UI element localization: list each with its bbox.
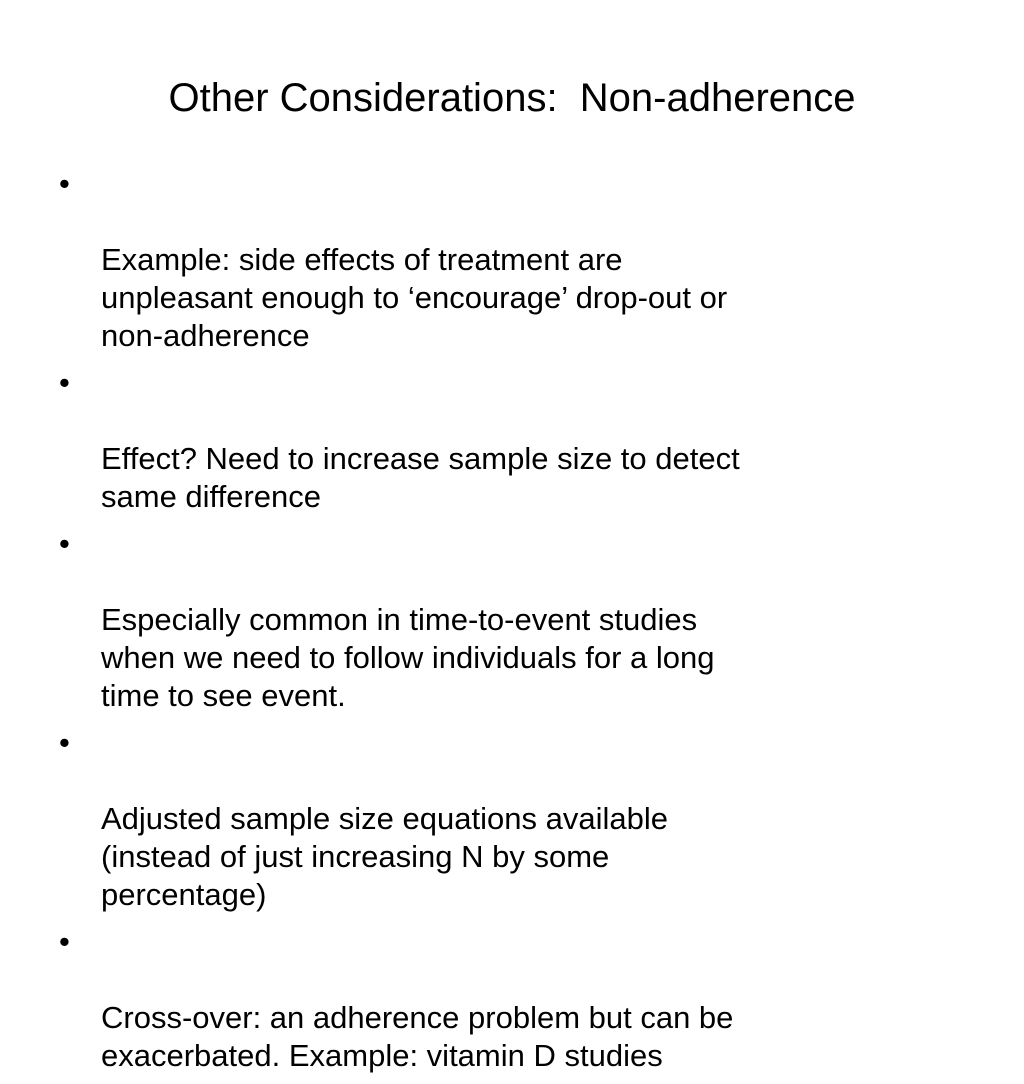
bullet-list [59,165,959,1084]
bullet-point-icon: • [59,365,70,400]
slide-title: Other Considerations: Non-adherence [168,76,856,120]
bullet-point-icon: • [59,924,70,959]
bullet-text: Example: side effects of treatment are unpleasant enough to ‘encourage’ drop-out or non-adherence [101,242,728,353]
bullet-text: Cross-over: an adherence problem but can be exacerbated. Example: vitamin D studies [101,1000,734,1073]
bullet-text: Adjusted sample size equations available (instead of just increasing N by some percentage) [101,801,668,912]
bullet-item-cross-over [59,923,959,1075]
bullet-point-icon: • [59,725,70,760]
bullet-item-time-to-event [59,525,959,715]
bullet-item-adjusted-equations [59,724,959,914]
bullet-point-icon: • [59,166,70,201]
bullet-point-icon: • [59,526,70,561]
bullet-item-side-effects [59,165,959,355]
bullet-text: Especially common in time-to-event studies when we need to follow individuals for a long time to see event. [101,602,715,713]
bullet-text: Effect? Need to increase sample size to detect same difference [101,441,740,514]
bullet-item-effect [59,364,959,516]
